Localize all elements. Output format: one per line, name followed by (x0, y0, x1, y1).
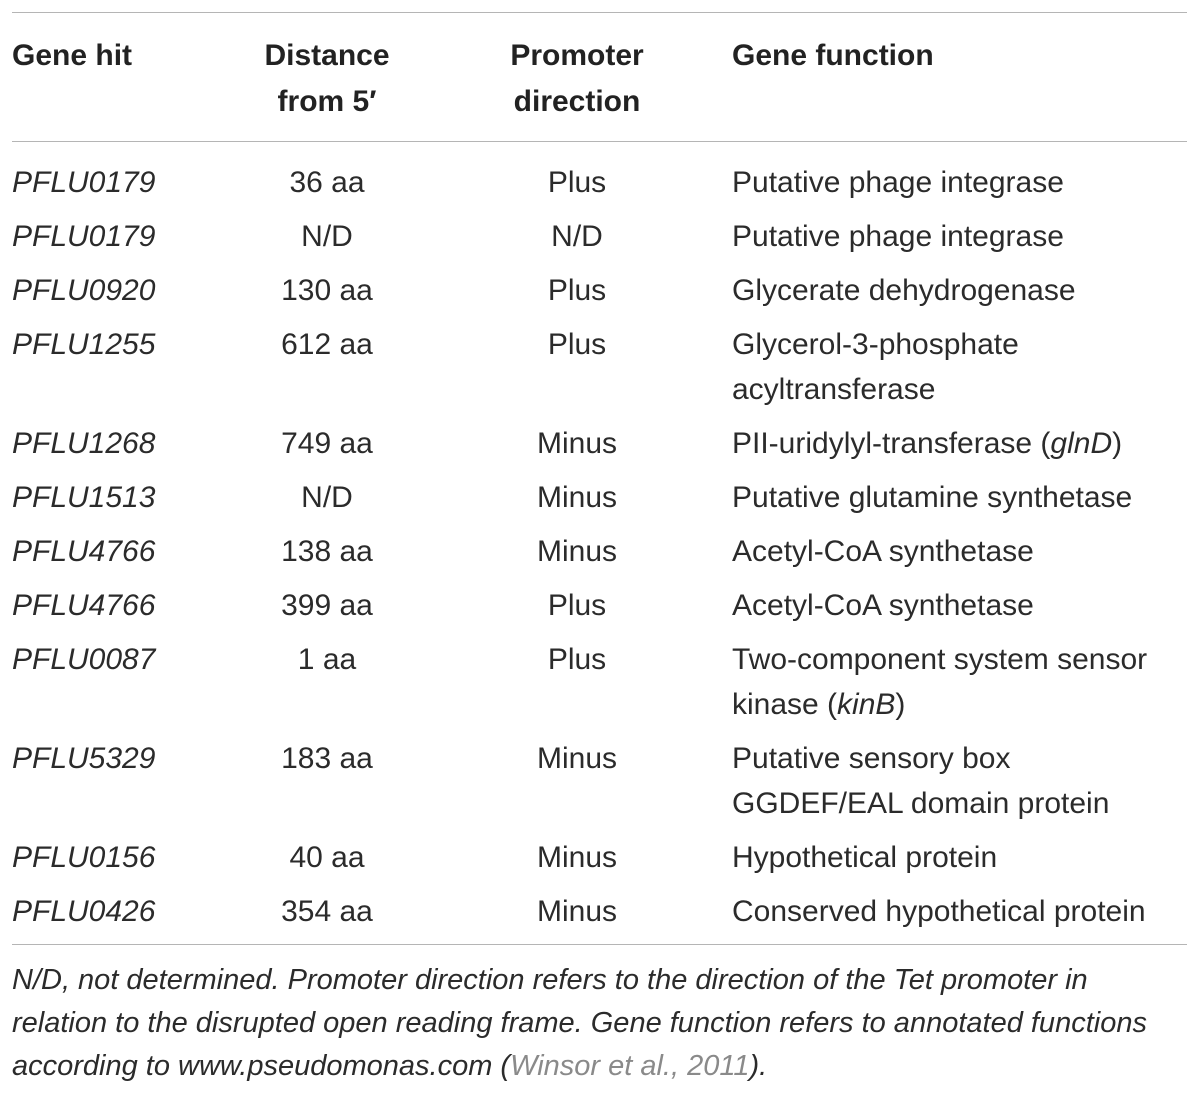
cell-gene-hit: PFLU0179 (12, 166, 156, 199)
cell-promoter-direction: Minus (536, 742, 618, 775)
table-row (12, 268, 1187, 322)
cell-promoter-direction: Plus (547, 166, 607, 199)
table-footnote: N/D, not determined. Promoter direction refers to the direction of the Tet promoter in relation to the disrupted open reading frame. Gene function refers to annotated functions according to www.pseudomonas.com (Winsor et al., 2011). (12, 964, 1147, 1082)
cell-gene-function: Conserved hypothetical protein (732, 895, 1146, 928)
cell-gene-function: Putative sensory box GGDEF/EAL domain protein (732, 742, 1110, 820)
table-row (12, 835, 1187, 889)
table-row (12, 142, 1187, 214)
table-row (12, 475, 1187, 529)
cell-promoter-direction: N/D (551, 220, 603, 253)
table-row (12, 583, 1187, 637)
cell-gene-hit: PFLU1268 (12, 427, 156, 460)
cell-gene-function: Glycerol-3-phosphate acyltransferase (732, 328, 1019, 406)
table-row (12, 736, 1187, 835)
cell-gene-hit: PFLU4766 (12, 535, 156, 568)
cell-distance: N/D (301, 481, 353, 514)
table-row (12, 889, 1187, 944)
cell-gene-function: Putative phage integrase (732, 220, 1064, 253)
cell-distance: 130 aa (281, 274, 373, 307)
table-row (12, 529, 1187, 583)
cell-distance: 399 aa (281, 589, 373, 622)
gene-hits-table (12, 13, 1187, 141)
cell-gene-function: PII-uridylyl-transferase (glnD) (732, 427, 1123, 460)
cell-gene-function: Two-component system sensor kinase (kinB) (732, 643, 1148, 721)
cell-promoter-direction: Plus (547, 274, 607, 307)
cell-distance: 749 aa (281, 427, 373, 460)
table-bottom-rule (12, 944, 1187, 945)
table-row (12, 421, 1187, 475)
gene-symbol: glnD (1050, 427, 1113, 460)
gene-hits-body (12, 142, 1187, 944)
gene-hits-table-container (12, 0, 1187, 1088)
cell-gene-function: Acetyl-CoA synthetase (732, 589, 1034, 622)
cell-gene-hit: PFLU0179 (12, 220, 156, 253)
cell-gene-function: Putative phage integrase (732, 166, 1064, 199)
cell-gene-hit: PFLU5329 (12, 742, 156, 775)
header-promoter-direction: Promoter direction (510, 39, 644, 118)
header-distance: Distance from 5′ (264, 39, 390, 118)
cell-promoter-direction: Minus (536, 535, 618, 568)
cell-gene-hit: PFLU0426 (12, 895, 156, 928)
cell-promoter-direction: Minus (536, 895, 618, 928)
gene-symbol: kinB (837, 688, 896, 721)
cell-distance: 183 aa (281, 742, 373, 775)
cell-gene-hit: PFLU1513 (12, 481, 156, 514)
header-gene-function: Gene function (732, 39, 934, 72)
cell-distance: N/D (301, 220, 353, 253)
cell-gene-function: Putative glutamine synthetase (732, 481, 1133, 514)
cell-promoter-direction: Minus (536, 481, 618, 514)
cell-gene-function: Glycerate dehydrogenase (732, 274, 1076, 307)
cell-gene-function: Hypothetical protein (732, 841, 998, 874)
cell-gene-hit: PFLU0920 (12, 274, 156, 307)
cell-promoter-direction: Minus (536, 841, 618, 874)
cell-distance: 36 aa (289, 166, 365, 199)
table-row (12, 322, 1187, 421)
cell-distance: 138 aa (281, 535, 373, 568)
table-row (12, 214, 1187, 268)
table-row (12, 637, 1187, 736)
header-gene-hit: Gene hit (12, 39, 133, 72)
cell-distance: 354 aa (281, 895, 373, 928)
cell-gene-hit: PFLU4766 (12, 589, 156, 622)
cell-promoter-direction: Plus (547, 589, 607, 622)
cell-gene-hit: PFLU1255 (12, 328, 156, 361)
cell-gene-hit: PFLU0087 (12, 643, 156, 676)
cell-distance: 1 aa (297, 643, 357, 676)
cell-promoter-direction: Minus (536, 427, 618, 460)
table-header (12, 13, 1187, 141)
cell-gene-hit: PFLU0156 (12, 841, 156, 874)
cell-distance: 40 aa (289, 841, 365, 874)
cell-promoter-direction: Plus (547, 643, 607, 676)
cell-distance: 612 aa (281, 328, 373, 361)
footnote-citation: Winsor et al., 2011 (510, 1050, 750, 1082)
cell-gene-function: Acetyl-CoA synthetase (732, 535, 1034, 568)
cell-promoter-direction: Plus (547, 328, 607, 361)
